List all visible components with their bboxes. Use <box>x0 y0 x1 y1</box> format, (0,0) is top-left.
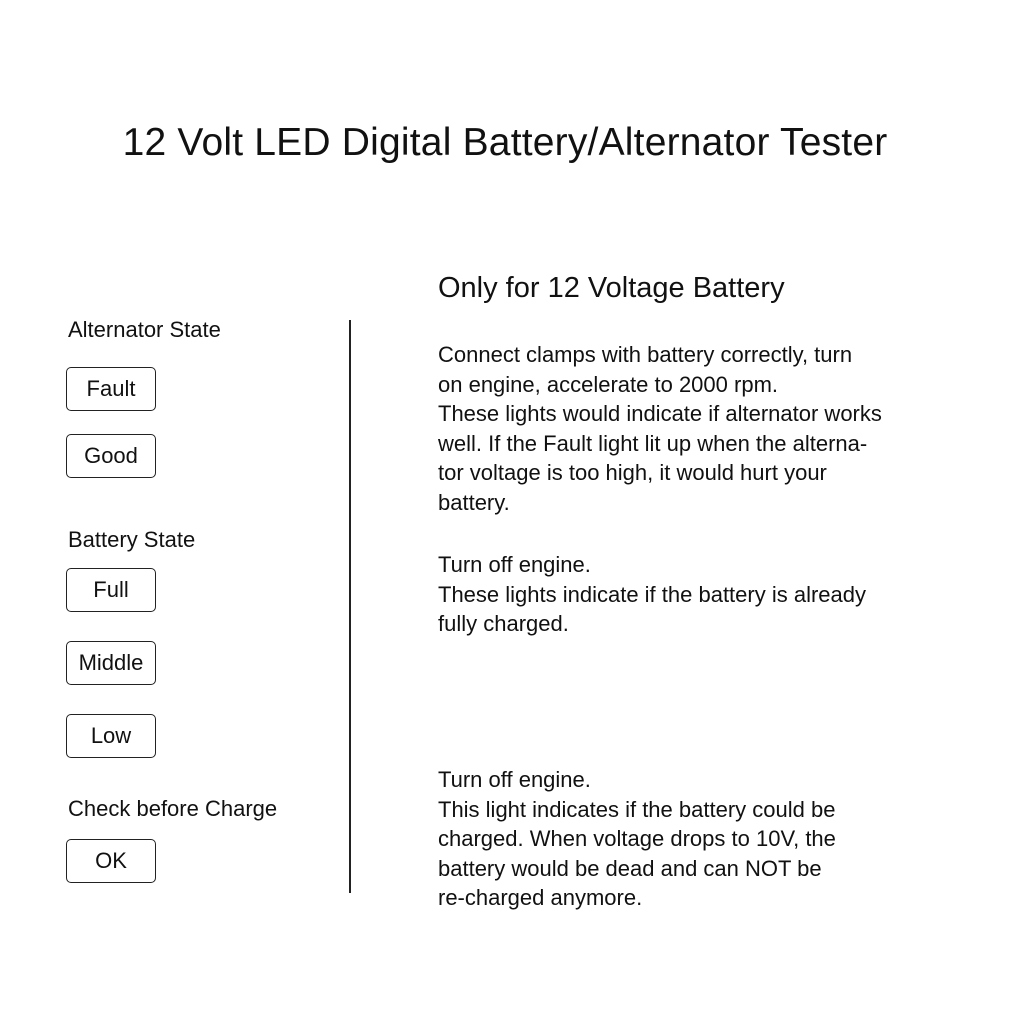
paragraph-line: This light indicates if the battery could be <box>438 796 836 822</box>
paragraph-line: These lights indicate if the battery is already <box>438 581 867 607</box>
paragraph-line: tor voltage is too high, it would hurt your <box>438 460 827 485</box>
vertical-divider <box>349 320 351 893</box>
paragraph-line: re-charged anymore. <box>438 885 643 910</box>
paragraph-line: fully charged. <box>438 611 569 636</box>
full-indicator: Full <box>66 568 156 612</box>
paragraph-line: Turn off engine. <box>438 767 591 792</box>
alternator-state-label: Alternator State <box>68 317 221 342</box>
middle-indicator: Middle <box>66 641 156 685</box>
fault-indicator: Fault <box>66 367 156 411</box>
page-title: 12 Volt LED Digital Battery/Alternator Tester <box>122 121 888 164</box>
battery-state-label: Battery State <box>68 527 196 552</box>
paragraph-line: These lights would indicate if alternator works <box>438 401 882 426</box>
check-before-charge-label: Check before Charge <box>68 796 278 821</box>
right-heading: Only for 12 Voltage Battery <box>438 272 785 304</box>
paragraph-line: charged. When voltage drops to 10V, the <box>438 826 836 851</box>
paragraph-line: well. If the Fault light lit up when the alterna- <box>438 430 868 456</box>
alternator-paragraph <box>438 340 978 517</box>
ok-indicator: OK <box>66 839 156 883</box>
good-indicator: Good <box>66 434 156 478</box>
paragraph-line: Turn off engine. <box>438 552 591 577</box>
paragraph-line: battery would be dead and can NOT be <box>438 855 822 881</box>
paragraph-line: Connect clamps with battery correctly, turn <box>438 342 853 367</box>
low-indicator: Low <box>66 714 156 758</box>
paragraph-line: battery. <box>438 489 510 515</box>
charge-paragraph <box>438 765 978 913</box>
paragraph-line: on engine, accelerate to 2000 rpm. <box>438 371 779 397</box>
battery-paragraph <box>438 550 978 639</box>
